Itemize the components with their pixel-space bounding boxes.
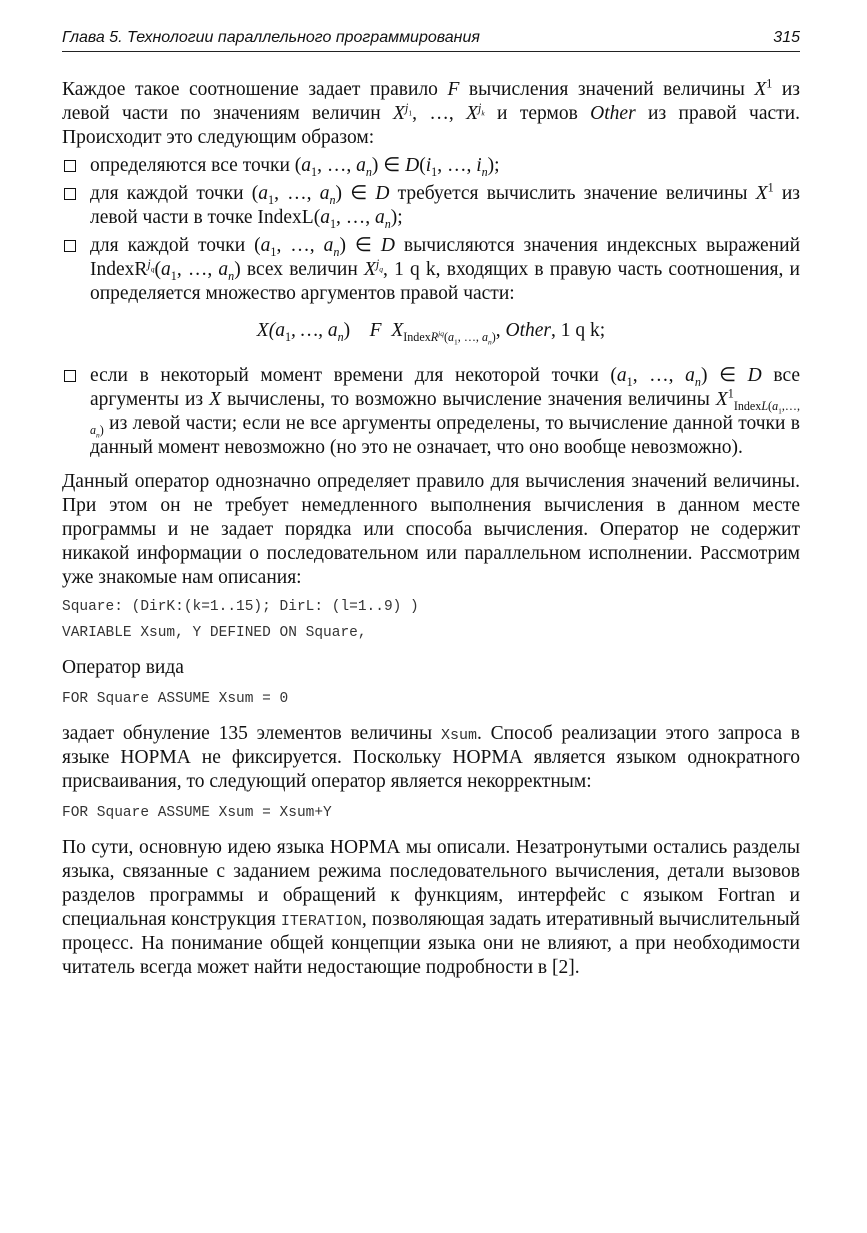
code-line: VARIABLE Xsum, Y DEFINED ON Square, xyxy=(62,625,367,641)
formula: $X(a_1$, …, $a_n$) F $X_{IndexR^{jq}(a_1, \dots, a_n)}$, Other, 1 q k; xyxy=(256,320,606,347)
chapter-title: Глава 5. Технологии параллельного программирования xyxy=(62,29,480,46)
list-item: определяются все точки ($a_1$, …, $a_n$) ∈ $D(i_1$, …, $i_n$); xyxy=(62,154,800,178)
code-line: Square: (DirK:(k=1..15); DirL: (l=1..9) ) xyxy=(62,599,419,615)
checkbox-bullet-icon xyxy=(64,240,76,252)
code-line: FOR Square ASSUME Xsum = Xsum+Y xyxy=(62,805,332,821)
checkbox-bullet-icon xyxy=(64,370,76,382)
list-item: для каждой точки ($a_1$, …, $a_n$) ∈ D требуется вычислить значение величины $X^1$ из левой части в точке $IndexL(a_1$, …, $a_n$); xyxy=(62,182,800,230)
paragraph: задает обнуление 135 элементов величины Xsum. Способ реализации этого запроса в языке НОРМА не фиксируется. Поскольку НОРМА является языком однократного присваивания, то следующий оператор является некорректным: xyxy=(62,723,800,792)
checkbox-bullet-icon xyxy=(64,160,76,172)
intro-paragraph: Каждое такое соотношение задает правило F вычисления значений величины $X^1$ из левой части по значениям величин $X^{j_1}$, …, $X^{j_k}$ и термов Other из правой части. Происходит это следующим образом: xyxy=(62,76,800,148)
bullet-list-cont xyxy=(62,364,800,460)
running-header xyxy=(62,28,800,52)
paragraph: По сути, основную идею языка НОРМА мы описали. Незатронутыми остались разделы языка, связанные с заданием режима последовательного вычисления, детали вызовов разделов программы и обращений к функциям, интерфейс с языком Fortran и специальная конструкция ITERATION, позволяющая задать итеративный вычислительный процесс. На понимание общей концепции языка они не влияют, а при необходимости читатель всегда может найти недостающие подробности в [2]. xyxy=(62,837,800,978)
page xyxy=(62,28,800,980)
bullet-list xyxy=(62,154,800,306)
checkbox-bullet-icon xyxy=(64,188,76,200)
list-item: если в некоторый момент времени для некоторой точки ($a_1$, …, $a_n$) ∈ D все аргументы из X вычислены, то возможно вычисление значения величины $X^1_{IndexL(a_1,\dots, a_n)}$ из левой части; если не все аргументы определены, то вычисление данной точки в данный момент невозможно (но это не означает, что оно вообще невозможно). xyxy=(62,364,800,460)
list-item: для каждой точки ($a_1$, …, $a_n$) ∈ D вычисляются значения индексных выражений $IndexR^{j_q}(a_1$, …, $a_n$) всех величин $X^{j_q}$, 1 q k, входящих в правую часть соотношения, и определяется множество аргументов правой части: xyxy=(62,234,800,306)
paragraph: Данный оператор однозначно определяет правило для вычисления значений величины. При этом он не требует немедленного выполнения вычисления в данном месте программы и не задает порядка или способа вычисления. Оператор не содержит никакой информации о последовательном или параллельном исполнении. Рассмотрим уже знакомые нам описания: xyxy=(62,471,800,588)
code-line: FOR Square ASSUME Xsum = 0 xyxy=(62,691,289,707)
paragraph: Оператор вида xyxy=(62,657,184,678)
page-number: 315 xyxy=(773,29,800,46)
